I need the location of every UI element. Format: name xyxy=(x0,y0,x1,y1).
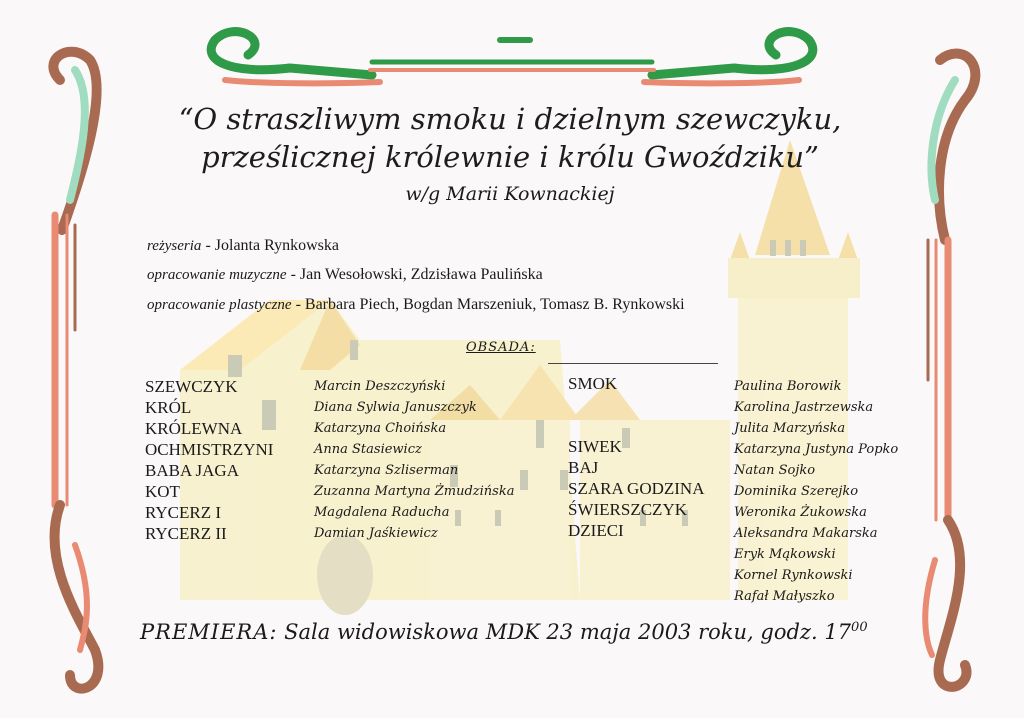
left-ornament xyxy=(53,52,98,689)
cast-roles-right xyxy=(568,373,704,541)
actor-name: Karolina Jastrzewska xyxy=(734,400,874,415)
cast-roles-left xyxy=(145,376,273,544)
title-line-2: prześlicznej królewnie i królu Gwoździku” xyxy=(201,140,819,174)
role-name: BAJ xyxy=(568,458,599,477)
credit-art xyxy=(147,296,685,314)
credit-names: Jan Wesołowski, Zdzisława Paulińska xyxy=(299,266,543,283)
role-name: KRÓLEWNA xyxy=(145,419,243,438)
top-ornament xyxy=(211,32,813,84)
cast-divider xyxy=(548,363,718,364)
role-name: RYCERZ I xyxy=(145,503,222,522)
role-name: RYCERZ II xyxy=(145,524,227,543)
credit-names: Barbara Piech, Bogdan Marszeniuk, Tomasz B. Rynkowski xyxy=(304,296,685,313)
actor-name: Dominika Szerejko xyxy=(734,484,859,499)
actor-name: Diana Sylwia Januszczyk xyxy=(314,400,477,415)
role-name: BABA JAGA xyxy=(145,461,239,480)
premiere-time-superscript: 00 xyxy=(851,620,868,635)
actor-name: Marcin Deszczyński xyxy=(314,379,446,394)
actor-name: Katarzyna Szliserman xyxy=(314,463,459,478)
credit-separator: - xyxy=(201,237,215,254)
actor-name: Anna Stasiewicz xyxy=(314,442,422,457)
actor-name: Katarzyna Justyna Popko xyxy=(734,442,899,457)
role-name: KOT xyxy=(145,482,180,501)
title-line-1: “O straszliwym smoku i dzielnym szewczyku, xyxy=(178,102,842,136)
actor-name: Natan Sojko xyxy=(734,463,816,478)
cast-actors-right xyxy=(734,376,898,607)
role-name: KRÓL xyxy=(145,398,192,417)
actor-name: Weronika Żukowska xyxy=(734,505,867,520)
credit-music xyxy=(147,266,543,284)
premiere-label: PREMIERA: xyxy=(140,620,278,644)
role-name: SMOK xyxy=(568,374,618,393)
premiere-text: Sala widowiskowa MDK 23 maja 2003 roku, godz. 17 xyxy=(277,620,852,644)
actor-name: Aleksandra Makarska xyxy=(734,526,878,541)
credit-separator: - xyxy=(291,296,305,313)
actor-name: Julita Marzyńska xyxy=(734,421,846,436)
credit-role: opracowanie plastyczne xyxy=(147,297,292,313)
cast-heading: OBSADA: xyxy=(466,340,536,355)
role-name xyxy=(568,415,704,436)
credit-role: reżyseria xyxy=(147,238,202,254)
actor-name: Kornel Rynkowski xyxy=(734,568,853,583)
credit-names: Jolanta Rynkowska xyxy=(214,237,339,254)
role-name: SIWEK xyxy=(568,437,622,456)
role-name: SZARA GODZINA xyxy=(568,479,705,498)
actor-name: Zuzanna Martyna Żmudzińska xyxy=(314,484,515,499)
role-name: OCHMISTRZYNI xyxy=(145,440,274,459)
actor-name: Eryk Mąkowski xyxy=(734,547,836,562)
cast-actors-left xyxy=(314,376,514,544)
subtitle: w/g Marii Kownackiej xyxy=(405,183,615,205)
role-name: DZIECI xyxy=(568,521,624,540)
credit-role: opracowanie muzyczne xyxy=(147,267,287,283)
premiere-line xyxy=(140,620,900,644)
right-ornament xyxy=(925,54,975,687)
credit-direction xyxy=(147,237,339,255)
role-name: SZEWCZYK xyxy=(145,377,238,396)
actor-name: Paulina Borowik xyxy=(734,379,842,394)
role-name xyxy=(568,394,704,415)
actor-name: Rafał Małyszko xyxy=(734,589,835,604)
actor-name: Magdalena Raducha xyxy=(314,505,450,520)
credit-separator: - xyxy=(286,266,300,283)
actor-name: Katarzyna Choińska xyxy=(314,421,447,436)
role-name: ŚWIERSZCZYK xyxy=(568,500,687,519)
actor-name: Damian Jaśkiewicz xyxy=(314,526,438,541)
